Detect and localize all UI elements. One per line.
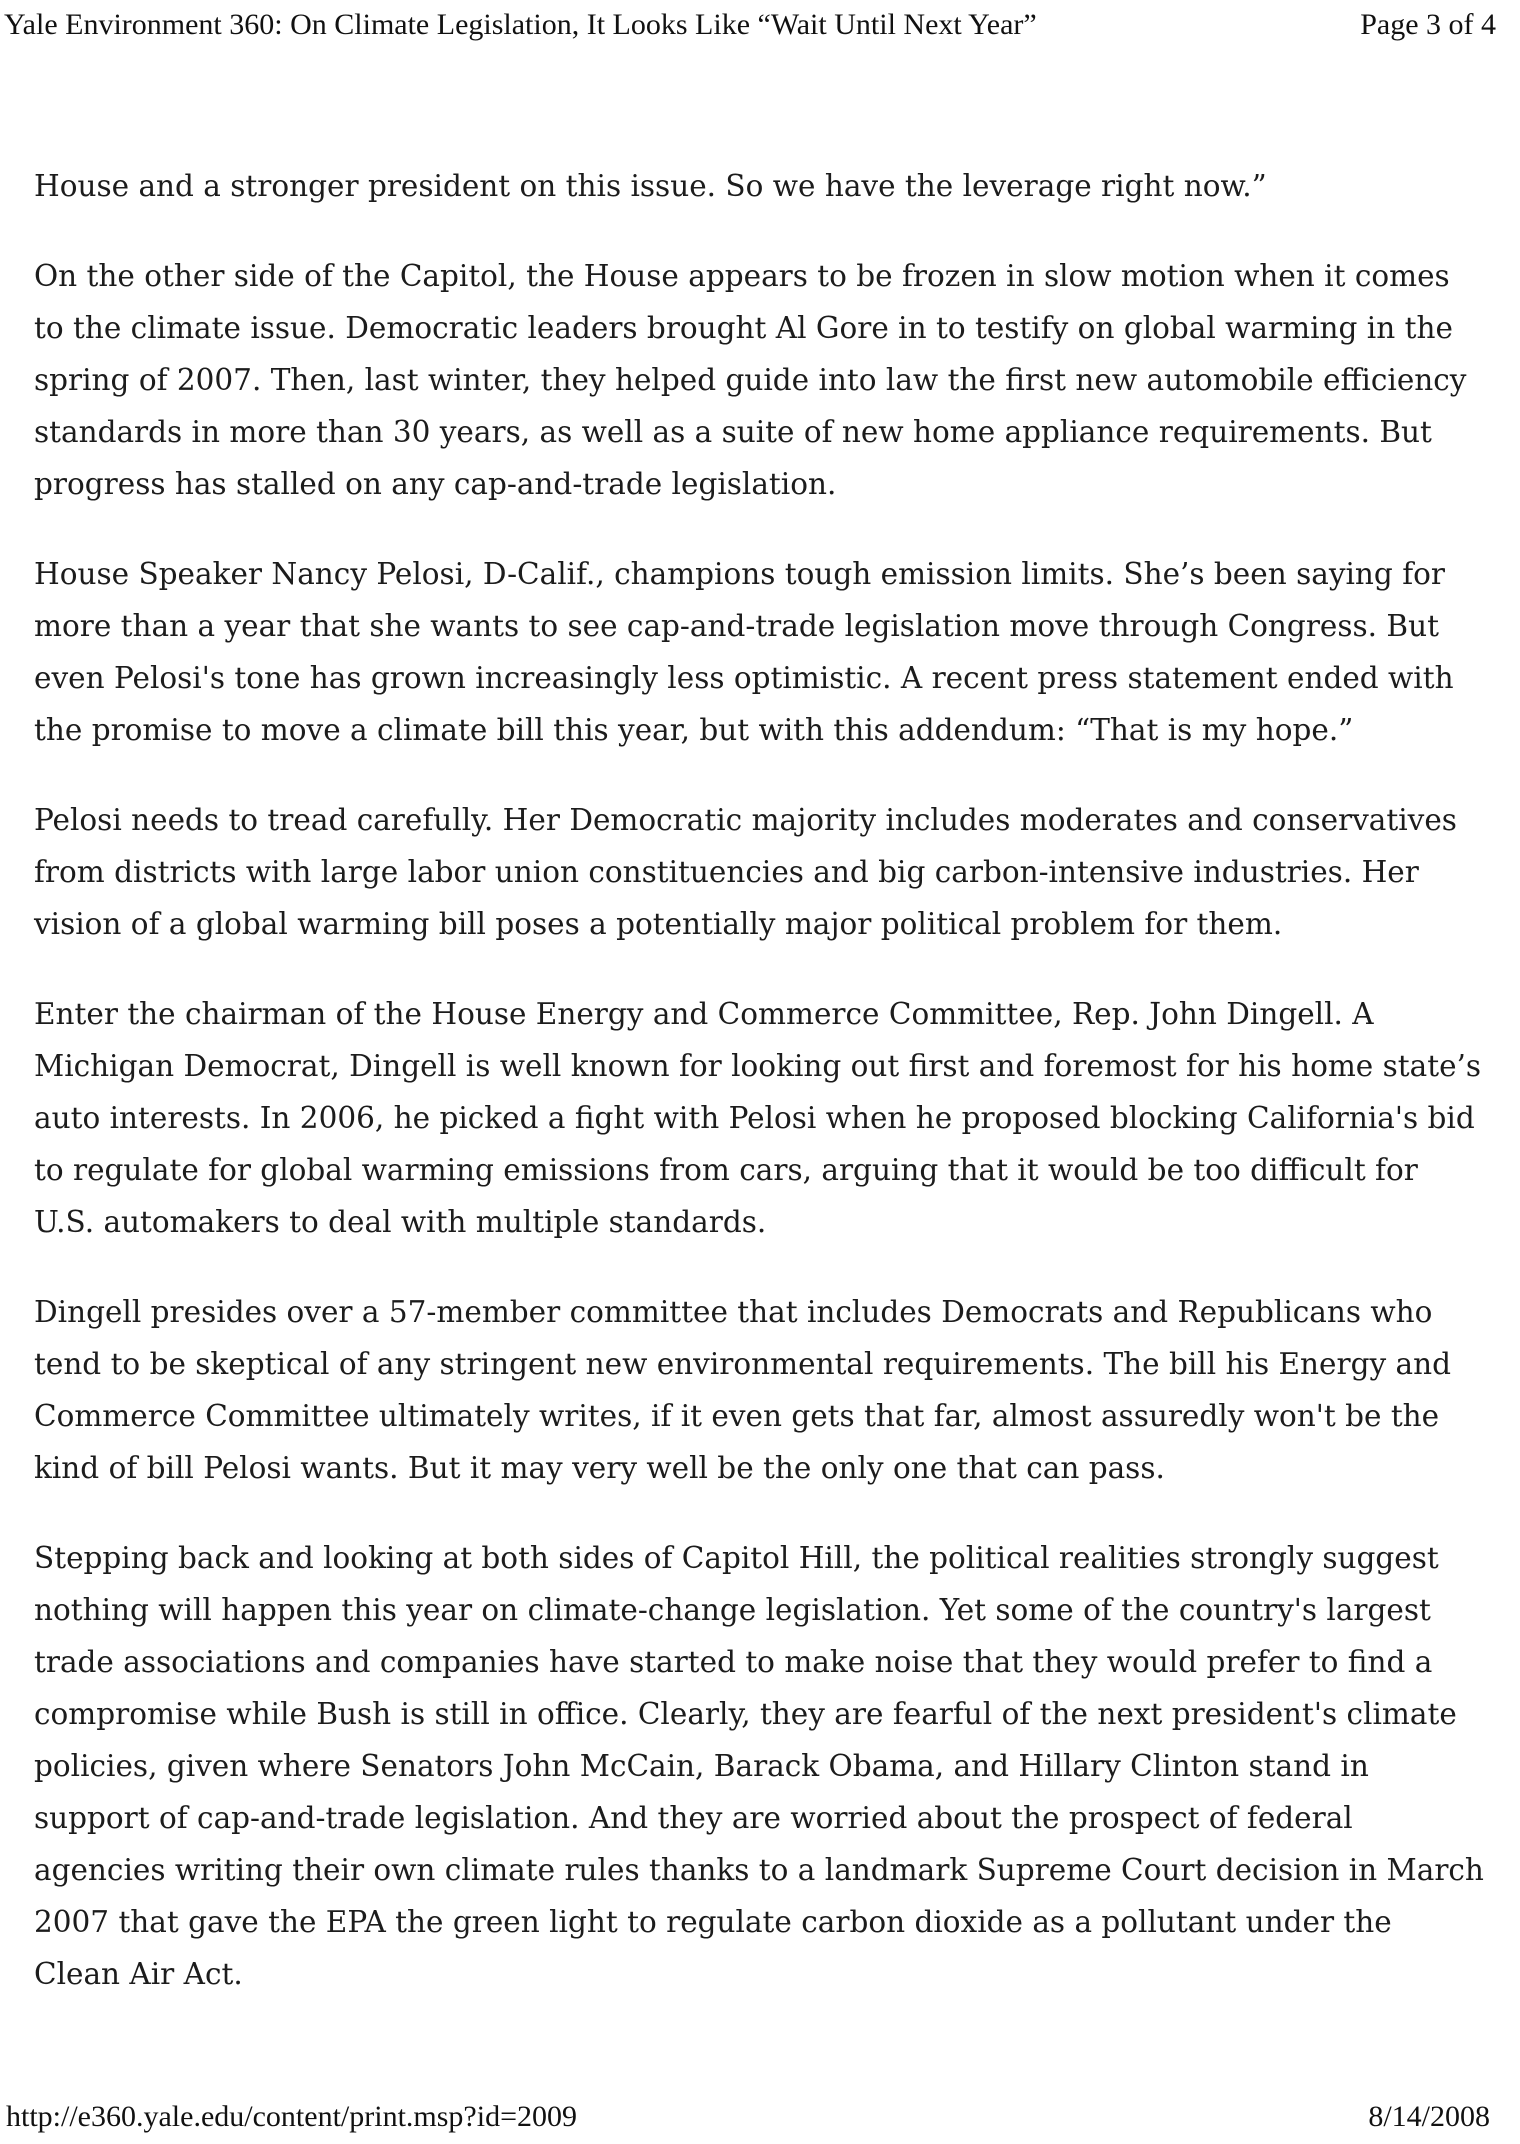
article-paragraph: Dingell presides over a 57-member committee that includes Democrats and Republicans who tend to be skeptical of any stringent new environmental requirements. The bill his Energy and Commerce Committee ultimately writes, if it even gets that far, almost assuredly won't be the kind of bill Pelosi wants. But it may very well be the only one that can pass.: [34, 1295, 1451, 1485]
article-paragraph: House Speaker Nancy Pelosi, D-Calif., champions tough emission limits. She’s been saying for more than a year that she wants to see cap-and-trade legislation move through Congress. But even Pelosi's tone has grown increasingly less optimistic. A recent press statement ended with the promise to move a climate bill this year, but with this addendum: “That is my hope.”: [34, 557, 1454, 747]
article-paragraph: Pelosi needs to tread carefully. Her Democratic majority includes moderates and conservatives from districts with large labor union constituencies and big carbon-intensive industries. Her vision of a global warming bill poses a potentially major political problem for them.: [34, 803, 1457, 941]
article-paragraph: Stepping back and looking at both sides of Capitol Hill, the political realities strongly suggest nothing will happen this year on climate-change legislation. Yet some of the country's largest trade associations and companies have started to make noise that they would prefer to find a compromise while Bush is still in office. Clearly, they are fearful of the next president's climate policies, given where Senators John McCain, Barack Obama, and Hillary Clinton stand in support of cap-and-trade legislation. And they are worried about the prospect of federal agencies writing their own climate rules thanks to a landmark Supreme Court decision in March 2007 that gave the EPA the green light to regulate carbon dioxide as a pollutant under the Clean Air Act.: [34, 1541, 1484, 1991]
print-date: 8/14/2008: [1368, 2100, 1490, 2133]
document-title: Yale Environment 360: On Climate Legislation, It Looks Like “Wait Until Next Year”: [4, 8, 1037, 41]
article-paragraph: On the other side of the Capitol, the House appears to be frozen in slow motion when it comes to the climate issue. Democratic leaders brought Al Gore in to testify on global warming in the spring of 2007. Then, last winter, they helped guide into law the first new automobile efficiency standards in more than 30 years, as well as a suite of new home appliance requirements. But progress has stalled on any cap-and-trade legislation.: [34, 259, 1467, 501]
page-url: http://e360.yale.edu/content/print.msp?id=2009: [6, 2100, 577, 2133]
print-footer: [6, 2100, 1490, 2144]
article-paragraph: House and a stronger president on this issue. So we have the leverage right now.”: [34, 169, 1267, 203]
article-body: [34, 160, 1484, 2038]
page-number: Page 3 of 4: [1360, 8, 1496, 41]
article-paragraph: Enter the chairman of the House Energy and Commerce Committee, Rep. John Dingell. A Michigan Democrat, Dingell is well known for looking out first and foremost for his home state’s auto interests. In 2006, he picked a fight with Pelosi when he proposed blocking California's bid to regulate for global warming emissions from cars, arguing that it would be too difficult for U.S. automakers to deal with multiple standards.: [34, 997, 1482, 1239]
print-header: [4, 8, 1496, 48]
